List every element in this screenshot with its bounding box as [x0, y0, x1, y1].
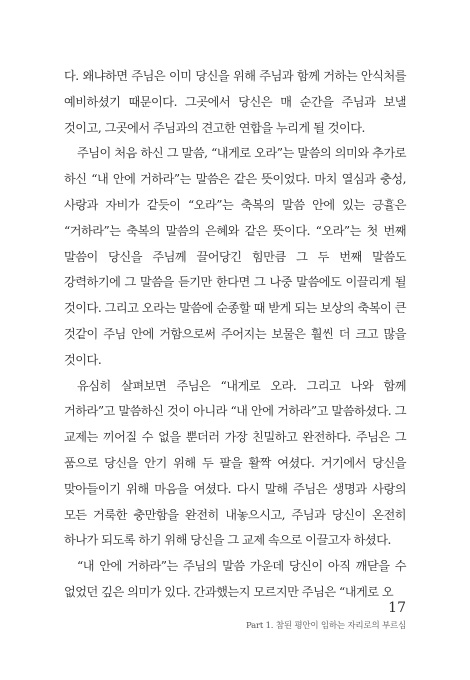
paragraph: 주님이 처음 하신 그 말씀, “내게로 오라”는 말씀의 의미와 추가로 하신 “내 안에 거하라”는 말씀은 같은 뜻이었다. 마치 열심과 충성, 사랑과 자비가 같듯이 “오라”는 축복의 말씀 안에 있는 긍휼은 “거하라”는 축복의 말씀의 은혜와 같은 뜻이다. “오라”는 첫 번째 말씀이 당신을 주님께 끌어당긴 힘만큼 그 두 번째 말씀도 강력하기에 그 말씀을 듣기만 한다면 그 나중 말씀에도 이끌리게 될 것이다. 그리고 오라는 말씀에 순종할 때 받게 되는 보상의 축복이 큰 것같이 주님 안에 거함으로써 주어지는 보물은 훨씬 더 크고 많을 것이다.	[64, 146, 406, 367]
running-footer: Part 1. 참된 평안이 임하는 자리로의 부르심	[246, 621, 406, 631]
page-number: 17	[388, 600, 406, 616]
paragraph: 유심히 살펴보면 주님은 “내게로 오라. 그리고 나와 함께 거하라”고 말씀하신 것이 아니라 “내 안에 거하라”고 말씀하셨다. 그 교제는 끼어질 수 없을 뿐더러 가장 친밀하고 완전하다. 주님은 그 품으로 당신을 안기 위해 두 팔을 활짝 여셨다. 거기에서 당신을 맞아들이기 위해 마음을 여셨다. 다시 말해 주님은 생명과 사랑의 모든 거룩한 충만함을 완전히 내놓으시고, 주님과 당신이 온전히 하나가 되도록 하기 위해 당신을 그 교제 속으로 이끌고자 하셨다.	[64, 378, 406, 548]
paragraph: “내 안에 거하라”는 주님의 말씀 가운데 당신이 아직 깨닫을 수 없었던 깊은 의미가 있다. 간과했는지 모르지만 주님은 “내게로 오	[64, 559, 406, 599]
body-text	[64, 64, 406, 606]
paragraph-continuation: 다. 왜냐하면 주님은 이미 당신을 위해 주님과 함께 거하는 안식처를 예비하셨기 때문이다. 그곳에서 당신은 매 순간을 주님과 보낼 것이고, 그곳에서 주님과의 견고한 연합을 누리게 될 것이다.	[64, 69, 406, 135]
